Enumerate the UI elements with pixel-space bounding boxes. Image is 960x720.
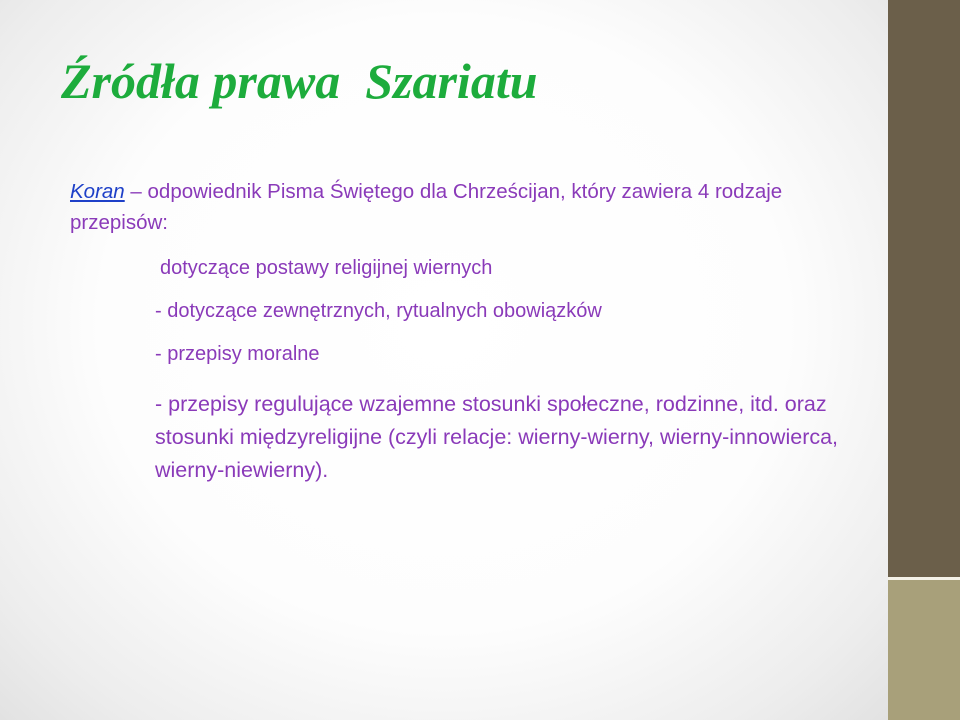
- intro-text: – odpowiednik Pisma Świętego dla Chrześcijan, który zawiera 4 rodzaje przepisów:: [70, 180, 783, 234]
- sidebar-bottom-panel: [888, 580, 960, 720]
- rule-item-1: dotyczące postawy religijnej wiernych: [160, 257, 493, 279]
- rule-item-3: - przepisy moralne: [155, 343, 320, 365]
- rule-item-2: - dotyczące zewnętrznych, rytualnych obowiązków: [155, 300, 602, 322]
- sidebar-top-panel: [888, 0, 960, 577]
- rule-item-4: - przepisy regulujące wzajemne stosunki społeczne, rodzinne, itd. oraz stosunki międzyreligijne (czyli relacje: wierny-wierny, wierny-innowierca, wierny-niewierny).: [155, 392, 839, 482]
- slide-title: Źródła prawa Szariatu: [61, 53, 538, 109]
- koran-keyword: Koran: [70, 180, 125, 203]
- intro-paragraph: [70, 176, 870, 238]
